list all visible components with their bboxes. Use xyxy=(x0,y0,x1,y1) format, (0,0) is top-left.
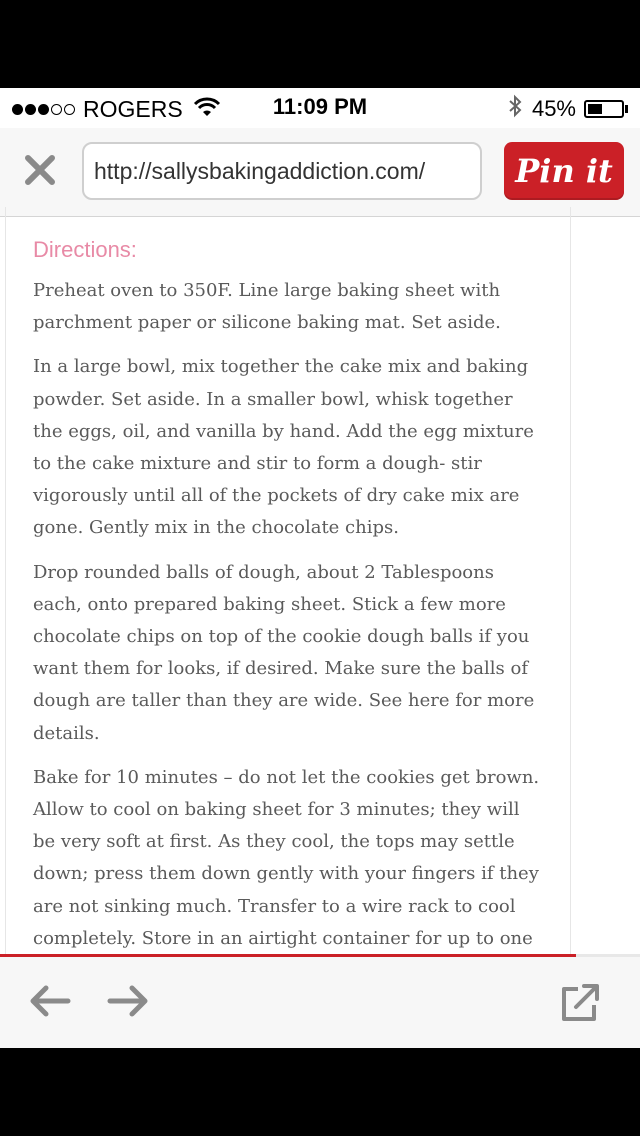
close-icon xyxy=(20,150,60,190)
battery-percent: 45% xyxy=(531,96,576,121)
share-button[interactable] xyxy=(558,981,602,1025)
page-content[interactable] xyxy=(0,217,640,954)
direction-step: Bake for 10 minutes – do not let the cookies get brown. Allow to cool on baking sheet for 3 minutes; they will be very soft at first. As they cool, the tops may settle down; press them down gently with your fingers if they are not sinking much. Transfer to a wire rack to cool completely. Store in an airtight container for up to one xyxy=(33,766,540,949)
back-button[interactable] xyxy=(28,981,72,1021)
directions-heading: Directions: xyxy=(33,237,137,262)
carrier-name: ROGERS xyxy=(83,96,183,122)
status-time: 11:09 PM xyxy=(272,94,368,119)
bottom-toolbar xyxy=(0,957,640,1048)
battery-fill xyxy=(588,104,602,114)
top-bar xyxy=(0,128,640,217)
arrow-right-icon xyxy=(106,981,150,1021)
direction-step: In a large bowl, mix together the cake mix and baking powder. Set aside. In a smaller bowl, whisk together the eggs, oil, and vanilla by hand. Add the egg mixture to the cake mixture and stir to form a dough- stir vigorously until all of the pockets of dry cake mix are gone. Gently mix in the chocolate chips. xyxy=(33,356,534,539)
status-bar xyxy=(0,88,640,128)
battery-tip xyxy=(625,105,628,113)
direction-step: Preheat oven to 350F. Line large baking sheet with parchment paper or silicone baking mat. Set aside. xyxy=(33,280,501,334)
battery-icon xyxy=(584,100,624,118)
forward-button[interactable] xyxy=(106,981,150,1021)
status-right xyxy=(508,94,628,124)
share-external-icon xyxy=(558,981,602,1025)
arrow-left-icon xyxy=(28,981,72,1021)
directions-steps xyxy=(33,275,543,999)
url-field[interactable]: http://sallysbakingaddiction.com/ xyxy=(82,142,482,200)
pin-it-button[interactable]: Pin it xyxy=(504,142,624,200)
bluetooth-icon xyxy=(508,94,522,124)
screen xyxy=(0,88,640,1048)
direction-step: Drop rounded balls of dough, about 2 Tablespoons each, onto prepared baking sheet. Stick a few more chocolate chips on top of the cookie dough balls if you want them for looks, if desired. Make sure the balls of dough are taller than they are wide. See here for more details. xyxy=(33,561,535,744)
close-button[interactable] xyxy=(20,150,60,190)
